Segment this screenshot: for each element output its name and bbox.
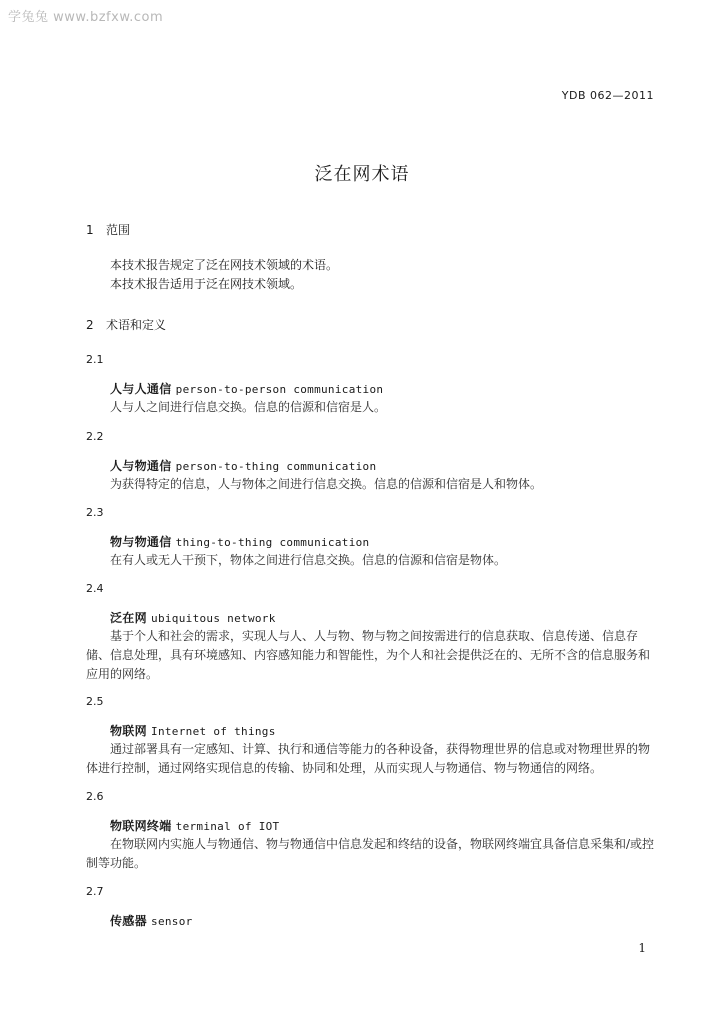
term-en: sensor xyxy=(151,915,193,928)
scope-paragraph-1: 本技术报告规定了泛在网技术领域的术语。 xyxy=(110,258,339,272)
term-definition: 为获得特定的信息，人与物体之间进行信息交换。信息的信源和信宿是人和物体。 xyxy=(110,477,543,491)
term-en: terminal of IOT xyxy=(175,820,280,833)
term-definition: 基于个人和社会的需求，实现人与人、人与物、物与物之间按需进行的信息获取、信息传递、信息存储、信息处理，具有环境感知、内容感知能力和智能性，为个人和社会提供泛在的、无所不含的信息服务和应用的网络。 xyxy=(86,629,651,681)
standard-code: YDB 062—2011 xyxy=(561,89,654,102)
section-number: 1 xyxy=(86,223,94,237)
term-entry xyxy=(110,533,369,550)
section-heading-terms xyxy=(86,316,166,333)
term-zh: 人与物通信 xyxy=(110,459,172,473)
term-en: thing-to-thing communication xyxy=(175,536,370,549)
watermark: 学兔兔 www.bzfxw.com xyxy=(8,10,164,25)
clause-number: 2.7 xyxy=(86,885,104,898)
section-title: 范围 xyxy=(106,223,131,237)
term-en: ubiquitous network xyxy=(151,612,276,625)
term-entry xyxy=(110,609,276,626)
term-zh: 传感器 xyxy=(110,914,147,928)
document-title: 泛在网术语 xyxy=(314,164,410,185)
term-en: person-to-thing communication xyxy=(175,460,377,473)
section-title: 术语和定义 xyxy=(106,318,167,332)
clause-number: 2.1 xyxy=(86,353,104,366)
clause-number: 2.6 xyxy=(86,790,104,803)
scope-paragraph-2: 本技术报告适用于泛在网技术领域。 xyxy=(110,277,303,291)
term-entry xyxy=(110,457,376,474)
term-entry xyxy=(110,817,279,834)
term-entry xyxy=(110,722,276,739)
term-entry xyxy=(110,380,383,397)
section-number: 2 xyxy=(86,318,94,332)
term-definition: 在有人或无人干预下，物体之间进行信息交换。信息的信源和信宿是物体。 xyxy=(110,553,507,567)
clause-number: 2.2 xyxy=(86,430,104,443)
clause-number: 2.5 xyxy=(86,695,104,708)
clause-number: 2.4 xyxy=(86,582,104,595)
term-zh: 人与人通信 xyxy=(110,382,172,396)
term-entry xyxy=(110,912,193,929)
term-definition: 通过部署具有一定感知、计算、执行和通信等能力的各种设备，获得物理世界的信息或对物理世界的物体进行控制，通过网络实现信息的传输、协同和处理，从而实现人与物通信、物与物通信的网络。 xyxy=(86,742,651,775)
term-zh: 物与物通信 xyxy=(110,535,172,549)
term-zh: 物联网 xyxy=(110,724,147,738)
term-en: Internet of things xyxy=(151,725,276,738)
term-zh: 物联网终端 xyxy=(110,819,172,833)
clause-number: 2.3 xyxy=(86,506,104,519)
term-en: person-to-person communication xyxy=(175,383,384,396)
term-definition: 在物联网内实施人与物通信、物与物通信中信息发起和终结的设备，物联网终端宜具备信息采集和/或控制等功能。 xyxy=(86,837,655,870)
term-zh: 泛在网 xyxy=(110,611,147,625)
section-heading-scope xyxy=(86,221,130,238)
term-definition: 人与人之间进行信息交换。信息的信源和信宿是人。 xyxy=(110,400,387,414)
page-number: 1 xyxy=(638,941,646,955)
